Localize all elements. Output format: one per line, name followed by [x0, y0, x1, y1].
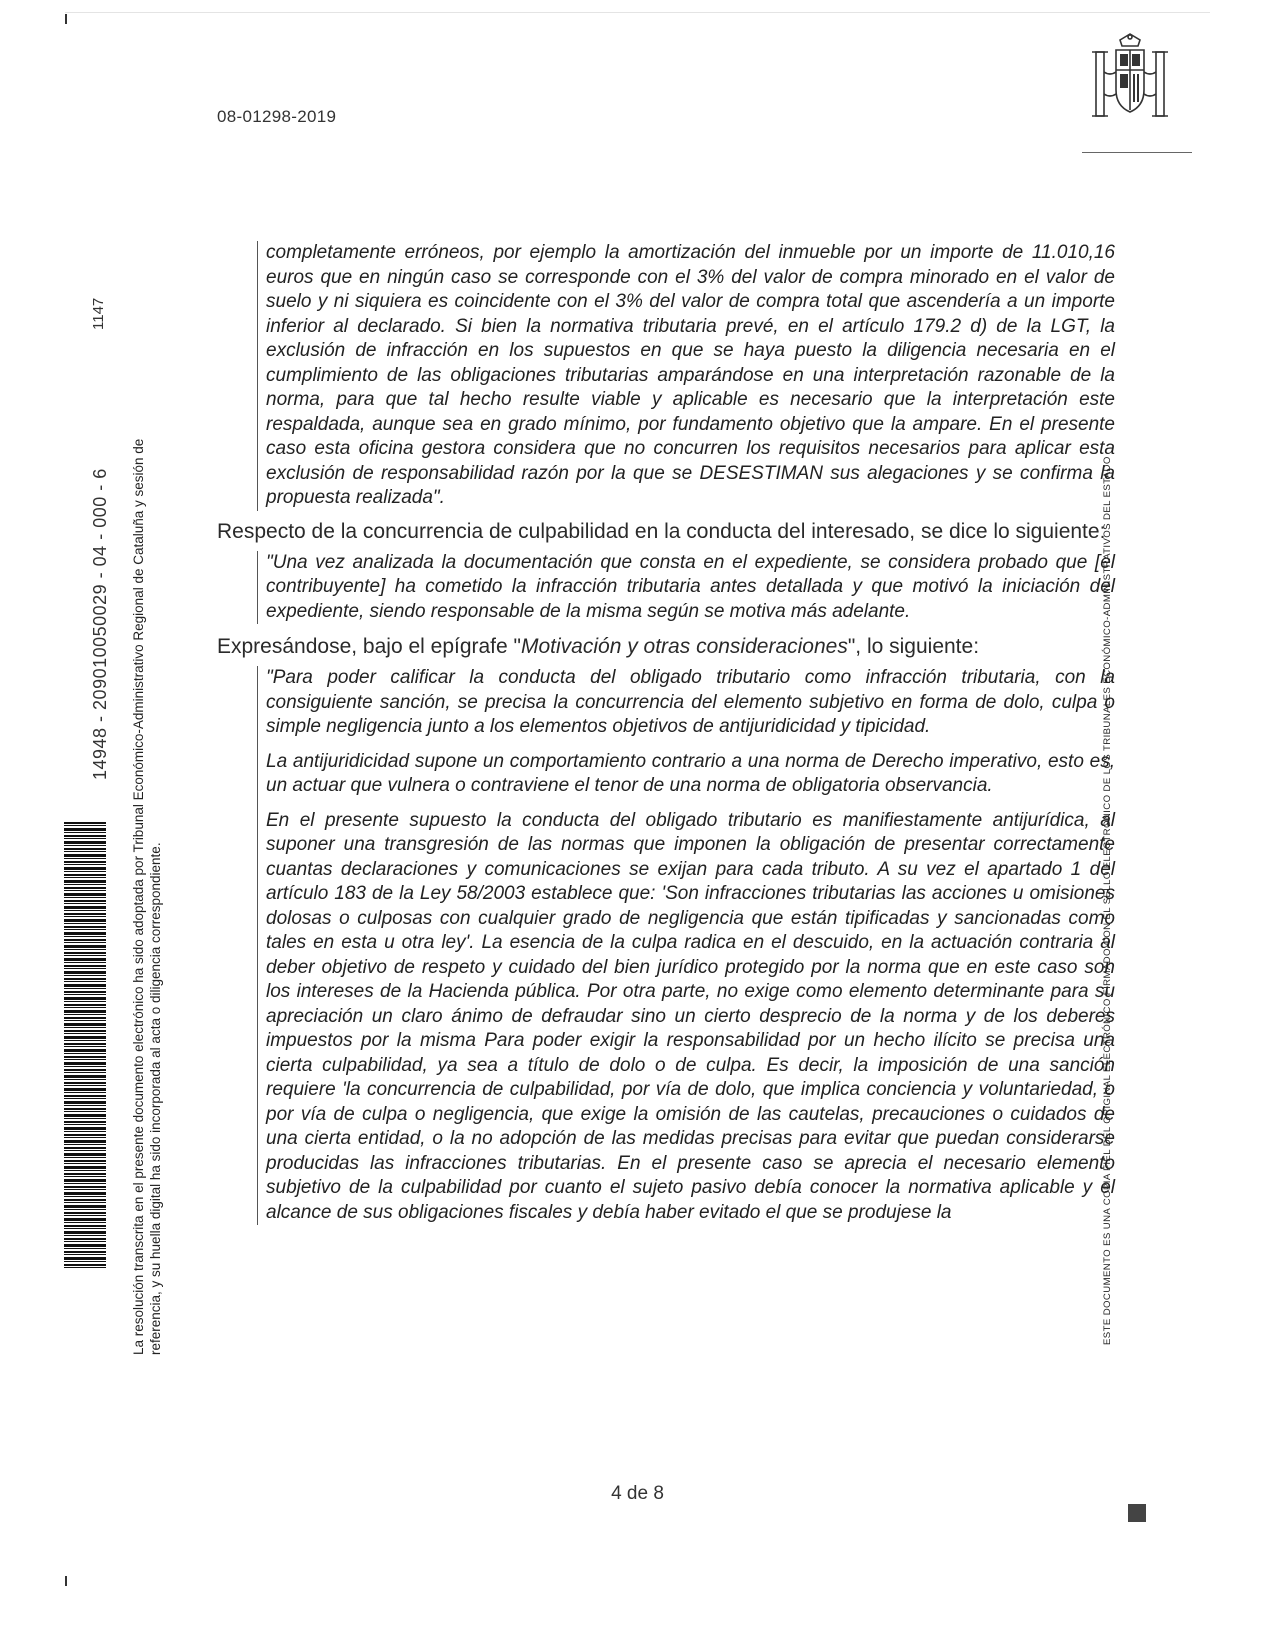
corner-mark-top [65, 14, 67, 24]
copy-certification-note: ESTE DOCUMENTO ES UNA COPIA FIEL DEL ORIGINAL ELECTRÓNICO FIRMADO CON EL SELLO ELECTRÓNICO DE LOS TRIBUNALES ECONÓMICO-ADMINISTRATIVOS DEL ESTADO [1102, 456, 1113, 1345]
page-identifier: 1147 [90, 297, 107, 330]
document-body [217, 241, 1115, 1225]
intro-text: ", lo siguiente: [847, 635, 980, 658]
legal-notice-line-1: La resolución transcrita en el presente documento electrónico ha sido adoptada por Tribunal Económico-Administrativo Regional de Cataluña y sesión de [131, 438, 146, 1355]
corner-mark-bottom [65, 1576, 67, 1586]
barcode [64, 822, 106, 1268]
quote-block-1 [257, 241, 1115, 511]
quote-paragraph: "Para poder calificar la conducta del obligado tributario como infracción tributaria, con la consiguiente sanción, se precisa la concurrencia del elemento subjetivo en forma de dolo, culpa o simple negligencia junto a los elementos objetivos de antijuridicidad y tipicidad. [266, 667, 1115, 737]
document-reference: 08-01298-2019 [217, 107, 337, 126]
page-number: 4 de 8 [611, 1483, 664, 1504]
coat-of-arms-icon [1082, 32, 1178, 128]
quote-paragraph: La antijuridicidad supone un comportamiento contrario a una norma de Derecho imperativo, esto es, un actuar que vulnera o contraviene el tenor de una norma de obligatoria observancia. [266, 750, 1115, 796]
quote-paragraph: En el presente supuesto la conducta del obligado tributario es manifiestamente antijurídica, al suponer una transgresión de las normas que imponen la obligación de presentar correctamente cuantas declaraciones y comunicaciones se exijan para cada tributo. A su vez el apartado 1 del artículo 183 de la Ley 58/2003 establece que: 'Son infracciones tributarias las acciones u omisiones dolosas o culposas con cualquier grado de negligencia que están tipificadas y sancionadas como tales en esta u otra ley'. La esencia de la culpa radica en el descuido, en la actuación contraria al deber objetivo de respeto y cuidado del bien jurídico protegido por la norma que en este caso son los intereses de la Hacienda pública. Por otra parte, no exige como elemento determinante para su apreciación un claro ánimo de defraudar sino un cierto desprecio de la norma y de los deberes impuestos por la misma Para poder exigir la responsabilidad por un hecho ilícito se precisa una cierta culpabilidad, ya sea a título de dolo o de culpa. Es decir, la imposición de una sanción requiere 'la concurrencia de culpabilidad, por vía de dolo, que implica conciencia y voluntariedad, o por vía de culpa o negligencia, que exige la omisión de las cautelas, precauciones o cuidados de una cierta entidad, o la no adopción de las medidas precisas para evitar que puedan considerarse producidas las infracciones tributarias. En el presente caso se aprecia el necesario elemento subjetivo de la culpabilidad por cuanto el sujeto pasivo debía conocer la normativa aplicable y el alcance de sus obligaciones fiscales y debía haber evitado el que se produjese la [266, 809, 1115, 1223]
quote-block-2 [257, 551, 1115, 625]
top-rule [65, 12, 1210, 13]
quote-paragraph: completamente erróneos, por ejemplo la amortización del inmueble por un importe de 11.010,16 euros que en ningún caso se corresponde con el 3% del valor de compra minorado en el valor de suelo y ni siquiera es coincidente con el 3% del valor de compra total que ascendería a un importe inferior al declarado. Si bien la normativa tributaria prevé, en el artículo 179.2 d) de la LGT, la exclusión de infracción en los supuestos en que se haya puesto la diligencia necesaria en el cumplimiento de las obligaciones tributarias amparándose en una interpretación razonable de la norma, para que tal hecho resulte viable y aplicable es necesario que la interpretación este respaldada, aunque sea en grado mínimo, por fundamento objetivo que la ampare. En el presente caso esta oficina gestora considera que no concurren los requisitos necesarios para aplicar esta exclusión de responsabilidad razón por la que se DESESTIMAN sus alegaciones y se confirma la propuesta realizada". [266, 242, 1115, 508]
corner-mark-square [1128, 1504, 1146, 1522]
intro-paragraph-2 [217, 634, 1115, 660]
document-code: 14948 - 209010050029 - 04 - 000 - 6 [90, 468, 110, 780]
crest-rule [1082, 152, 1192, 153]
quote-block-3 [257, 666, 1115, 1225]
intro-paragraph-1: Respecto de la concurrencia de culpabilidad en la conducta del interesado, se dice lo siguiente: [217, 519, 1106, 543]
intro-text: Expresándose, bajo el epígrafe " [217, 635, 521, 658]
quote-paragraph: "Una vez analizada la documentación que consta en el expediente, se considera probado que [el contribuyente] ha cometido la infracción tributaria antes detallada y que motivó la iniciación del expediente, siendo responsable de la misma según se motiva más adelante. [266, 551, 1115, 622]
legal-notice-line-2: referencia, y su huella digital ha sido incorporada al acta o diligencia correspondiente. [148, 842, 163, 1355]
section-heading-reference: Motivación y otras consideraciones [521, 635, 848, 658]
